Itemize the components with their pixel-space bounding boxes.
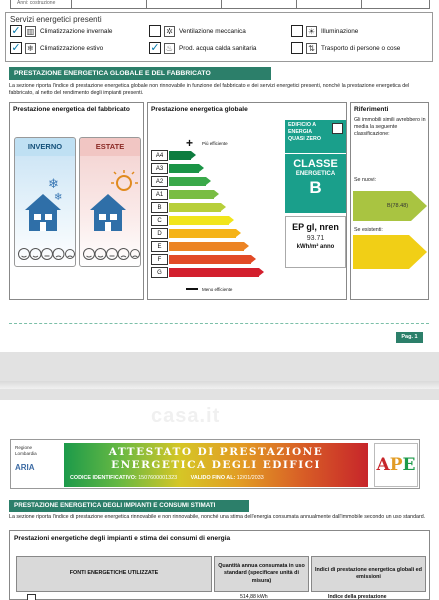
energy-class-color: [169, 255, 251, 264]
elevator-icon: ⇅: [306, 43, 317, 54]
winter-smiley-rating: [17, 247, 75, 261]
code-value: 1507600001323: [138, 475, 178, 481]
references-title: Riferimenti: [354, 106, 389, 113]
top-strip-text: Anni: costruzione: [17, 0, 56, 6]
nearly-zero-energy-box: [285, 120, 346, 153]
energy-class-bar-b: [151, 202, 221, 213]
energy-class-bar-a1: [151, 189, 214, 200]
global-panel-title: Prestazione energetica globale: [151, 106, 248, 113]
winter-house-icon: [21, 172, 71, 232]
table-header-indices: Indici di prestazione energetica globali ed emissioni: [311, 556, 426, 592]
section-title-systems: PRESTAZIONE ENERGETICA DEGLI IMPIANTI E CONSUMI STIMATI: [9, 500, 249, 512]
hot-water-checkbox[interactable]: ✓: [150, 41, 160, 54]
section-title-global: PRESTAZIONE ENERGETICA GLOBALE E DEL FABBRICATO: [9, 67, 271, 80]
consumption-table: [9, 530, 430, 600]
energy-class-color: [169, 190, 214, 199]
summer-card: [79, 137, 141, 267]
energy-class-color: [169, 203, 221, 212]
new-buildings-label: Se nuovi:: [354, 177, 377, 183]
energy-class-bar-a3: [151, 163, 199, 174]
energy-class-color: [169, 229, 236, 238]
nz-label: EDIFICIO A ENERGIA QUASI ZERO: [288, 122, 321, 142]
energy-class-bar-f: [151, 254, 251, 265]
winter-card: [14, 137, 76, 267]
table-row-checkbox[interactable]: [27, 594, 36, 600]
service-label: Illuminazione: [321, 27, 359, 35]
existing-buildings-label: Se esistenti:: [354, 227, 383, 233]
table-row-index: Indice della prestazione: [328, 594, 387, 600]
service-label: Climatizzazione estivo: [40, 44, 104, 52]
watermark: casa.it: [151, 405, 221, 427]
energy-class-color: [169, 164, 199, 173]
code-label: CODICE IDENTIFICATIVO:: [70, 475, 137, 481]
banner-title-line2: ENERGETICA DEGLI EDIFICI: [111, 459, 321, 471]
aria-logo: ARIA: [15, 462, 35, 472]
minus-icon: [186, 288, 198, 290]
energy-class-box: [285, 154, 346, 213]
energy-class-tag: D: [151, 228, 168, 239]
svg-text:❄: ❄: [48, 177, 59, 192]
banner-code-line: [70, 475, 264, 481]
summer-house-icon: [86, 168, 138, 232]
radiator-icon: ▥: [26, 26, 35, 36]
energy-class-tag: A2: [151, 176, 168, 187]
energy-class-bar-a2: [151, 176, 206, 187]
energy-class-tag: A1: [151, 189, 168, 200]
bulb-icon: ☀: [307, 26, 316, 36]
tap-icon: ♨: [165, 43, 174, 53]
snowflake-icon: ❄: [25, 43, 36, 54]
nz-checkbox[interactable]: [332, 123, 343, 134]
ape-logo: [374, 443, 418, 487]
existing-buildings-arrow: [353, 235, 427, 269]
services-box: [5, 12, 433, 62]
winter-checkbox[interactable]: ✓: [11, 24, 21, 37]
service-label: Trasporto di persone o cose: [321, 44, 401, 52]
valid-value: 12/01/2033: [236, 475, 264, 481]
service-item-summer: [10, 42, 103, 54]
energy-class-color: [169, 151, 191, 160]
energy-class-color: [169, 242, 244, 251]
top-table-fragment: [10, 0, 430, 9]
energy-class-tag: G: [151, 267, 168, 278]
winter-label: INVERNO: [15, 138, 75, 156]
ventilation-checkbox[interactable]: [149, 25, 161, 37]
lighting-checkbox[interactable]: [291, 25, 303, 37]
energy-class-bar-d: [151, 228, 236, 239]
energy-class-tag: A3: [151, 163, 168, 174]
region-logo-line1: Regione: [15, 445, 33, 450]
energy-class-tag: C: [151, 215, 168, 226]
references-panel: [350, 102, 429, 300]
summer-label: ESTATE: [80, 138, 140, 156]
section-description: La sezione riporta l'indice di prestazione energetica globale non rinnovabile in funzione del fabbricato e dei servizi energetici presenti, nonché la prestazione energetica del fabbricato, al netto del rendimento degli impianti presenti.: [9, 83, 410, 97]
service-item-transport: [291, 42, 400, 54]
table-row-value: 514,88 kWh: [240, 594, 268, 600]
energy-class-color: [169, 177, 206, 186]
class-word: CLASSE: [293, 158, 338, 170]
ep-index-box: [285, 216, 346, 268]
service-item-lighting: [291, 25, 358, 37]
building-performance-panel: [9, 102, 144, 300]
services-title: Servizi energetici presenti: [10, 15, 102, 24]
service-label: Climatizzazione invernale: [40, 27, 113, 35]
ape-logo-letter-3: E: [402, 455, 416, 475]
service-label: Prod. acqua calda sanitaria: [179, 44, 257, 52]
energy-class-letter: B: [309, 178, 322, 197]
summer-smiley-rating: [82, 247, 140, 261]
ape-logo-letter-1: A: [376, 455, 390, 475]
transport-checkbox[interactable]: [291, 42, 303, 54]
more-efficient-label: Più efficiente: [202, 141, 228, 146]
page-edge-shadow: [0, 381, 439, 389]
ep-label: EP gl, nren: [292, 222, 339, 232]
energy-class-tag: B: [151, 202, 168, 213]
energy-class-bar-c: [151, 215, 229, 226]
new-buildings-value: B(78.48): [387, 203, 409, 209]
less-efficient-label: Meno efficiente: [202, 287, 233, 292]
energy-class-color: [169, 216, 229, 225]
divider-line: [9, 323, 429, 324]
svg-text:❄: ❄: [54, 192, 63, 203]
table-title: Prestazioni energetiche degli impianti e stima dei consumi di energia: [14, 535, 231, 542]
energetic-word: ENERGETICA: [295, 171, 336, 177]
region-logo-line2: Lombardia: [15, 451, 37, 457]
plus-icon: +: [186, 136, 194, 150]
ape-logo-letter-2: P: [389, 455, 403, 475]
service-item-ventilation: [149, 25, 246, 37]
page-number: Pag. 1: [396, 332, 423, 343]
banner-gradient: [64, 443, 368, 487]
energy-class-tag: F: [151, 254, 168, 265]
ep-unit: kWh/m² anno: [296, 244, 335, 250]
energy-class-color: [169, 268, 259, 277]
region-logo: [15, 445, 61, 485]
ep-value: 93.71: [306, 235, 325, 242]
table-header-quantity: Quantità annua consumata in uso standard (specificare unità di misura): [214, 556, 309, 592]
references-text: Gli immobili simili avrebbero in media la seguente classificazione:: [354, 117, 426, 138]
valid-label: VALIDO FINO AL:: [190, 475, 236, 481]
summer-checkbox[interactable]: ✓: [11, 41, 21, 54]
energy-class-bar-e: [151, 241, 244, 252]
building-panel-title: Prestazione energetica del fabbricato: [13, 106, 130, 113]
energy-class-bar-a4: [151, 150, 191, 161]
service-label: Ventilazione meccanica: [179, 27, 246, 35]
certificate-banner: [10, 439, 420, 489]
service-item-hot-water: [149, 42, 256, 54]
energy-class-bar-g: [151, 267, 259, 278]
banner-title-line1: ATTESTATO DI PRESTAZIONE: [108, 446, 324, 458]
energy-class-tag: A4: [151, 150, 168, 161]
energy-class-tag: E: [151, 241, 168, 252]
table-header-sources: FONTI ENERGETICHE UTILIZZATE: [16, 556, 212, 592]
fan-icon: ✲: [164, 26, 175, 37]
section-description-2: La sezione riporta l'indice di prestazione energetica rinnovabile e non rinnovabile, nonché una stima dell'energia consumata annualmente dall'immobile secondo un uso standard.: [9, 514, 426, 520]
service-item-winter: [10, 25, 112, 37]
